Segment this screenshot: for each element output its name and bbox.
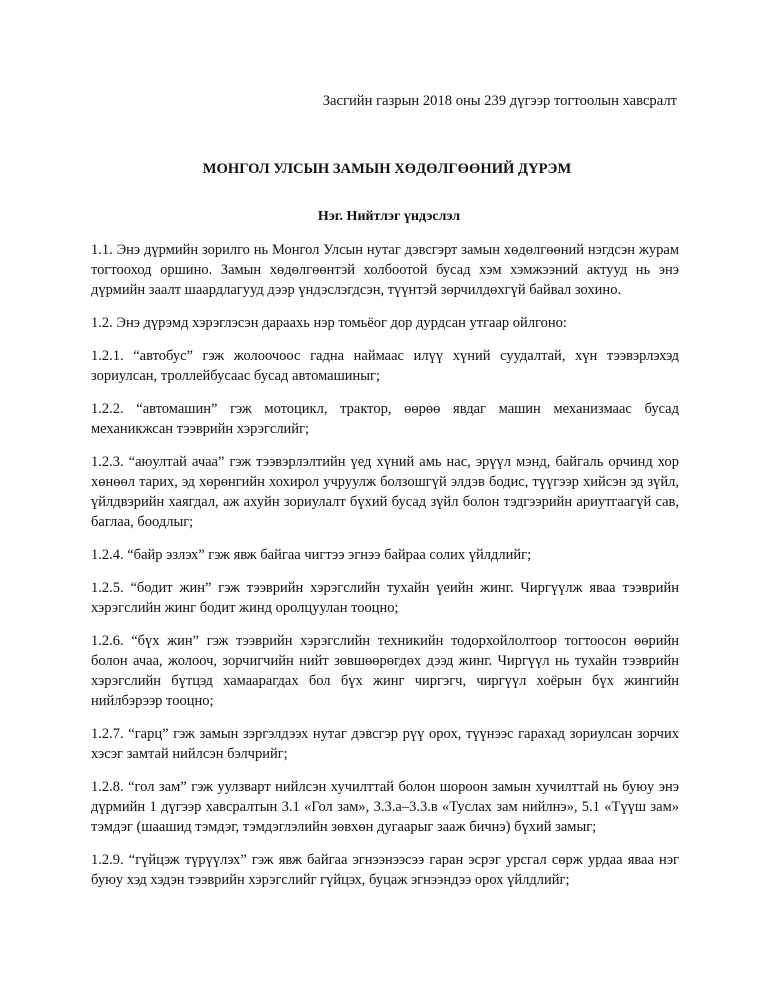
paragraph-1-2-7: 1.2.7. “гарц” гэж замын зэргэлдээх нутаг дэвсгэр рүү орох, түүнээс гарахад зориулсан зорчих хэсэг замтай нийлсэн бэлчрийг; (91, 726, 679, 762)
paragraph-1-2-8: 1.2.8. “гол зам” гэж уулзварт нийлсэн хучилттай болон шороон замын хучилттай нь буюу энэ дүрмийн 1 дүгээр хавсралтын 3.1 «Гол зам», 3.3.а–3.3.в «Туслах зам нийлнэ», 5.1 «Түүш зам» тэмдэг (шаашид тэмдэг, тэмдэглэлийн зөвхөн дугаарыг зааж бичнэ) бүхий замыг; (91, 779, 679, 835)
section-title: Нэг. Нийтлэг үндэслэл (317, 209, 461, 224)
paragraph-1-2-6: 1.2.6. “бүх жин” гэж тээврийн хэрэгслийн техникийн тодорхойлолтоор тогтоосон өөрийн болон ачаа, жолооч, зорчигчийн нийт зөвшөөрөгдөх дээд жинг. Чиргүүл нь тухайн тээврийн хэрэгслийн бүтцэд хамаарагдах бол бүх жинг чиргэгч, чиргүүл хоёрын бүх жингийн нийлбэрээр тооцно; (91, 633, 679, 709)
paragraph-1-2: 1.2. Энэ дүрэмд хэрэглэсэн дараахь нэр томьёог дор дурдсан утгаар ойлгоно: (91, 315, 567, 331)
document-title: МОНГОЛ УЛСЫН ЗАМЫН ХӨДӨЛГӨӨНИЙ ДҮРЭМ (202, 161, 572, 177)
paragraph-1-1: 1.1. Энэ дүрмийн зорилго нь Монгол Улсын нутаг дэвсгэрт замын хөдөлгөөний нэгдсэн журам тогтооход оршино. Замын хөдөлгөөнтэй холбоотой бусад хэм хэмжээний актууд нь энэ дүрмийн заалт шаардлагууд дээр үндэслэгдсэн, түүнтэй зөрчилдөхгүй байвал зохино. (91, 242, 679, 298)
paragraph-1-2-4: 1.2.4. “байр эзлэх” гэж явж байгаа чигтээ эгнээ байраа солих үйлдлийг; (91, 547, 532, 563)
paragraph-1-2-5: 1.2.5. “бодит жин” гэж тээврийн хэрэгслийн тухайн үеийн жинг. Чиргүүлж яваа тээврийн хэрэгслийн жинг бодит жинд оролцуулан тооцно; (91, 580, 679, 616)
annex-note: Засгийн газрын 2018 оны 239 дүгээр тогтоолын хавсралт (322, 93, 677, 109)
paragraph-1-2-1: 1.2.1. “автобус” гэж жолоочоос гадна наймаас илүү хүний суудалтай, хүн тээвэрлэхэд зориулсан, троллейбусаас бусад автомашиныг; (91, 348, 679, 384)
document-body (91, 240, 679, 903)
paragraph-1-2-9: 1.2.9. “гүйцэж түрүүлэх” гэж явж байгаа эгнээнээсээ гаран эсрэг урсгал сөрж урдаа яваа нэг буюу хэд хэдэн тээврийн хэрэгслийг гүйцэх, буцаж эгнээндээ орох үйлдлийг; (91, 852, 679, 888)
paragraph-1-2-2: 1.2.2. “автомашин” гэж мотоцикл, трактор, өөрөө явдаг машин механизмаас бусад механикжсан тээврийн хэрэгслийг; (91, 401, 679, 437)
paragraph-1-2-3: 1.2.3. “аюултай ачаа” гэж тээвэрлэлтийн үед хүний амь нас, эрүүл мэнд, байгаль орчинд хор хөнөөл тарих, эд хөрөнгийн хохирол учруулж болзошгүй элдэв бодис, түүгээр хийсэн эд зүйл, үйлдвэрийн хаягдал, аж ахуйн зориулалт бүхий бусад зүйл болон тэдгээрийн ариутгаагүй сав, баглаа, боодлыг; (91, 454, 679, 530)
